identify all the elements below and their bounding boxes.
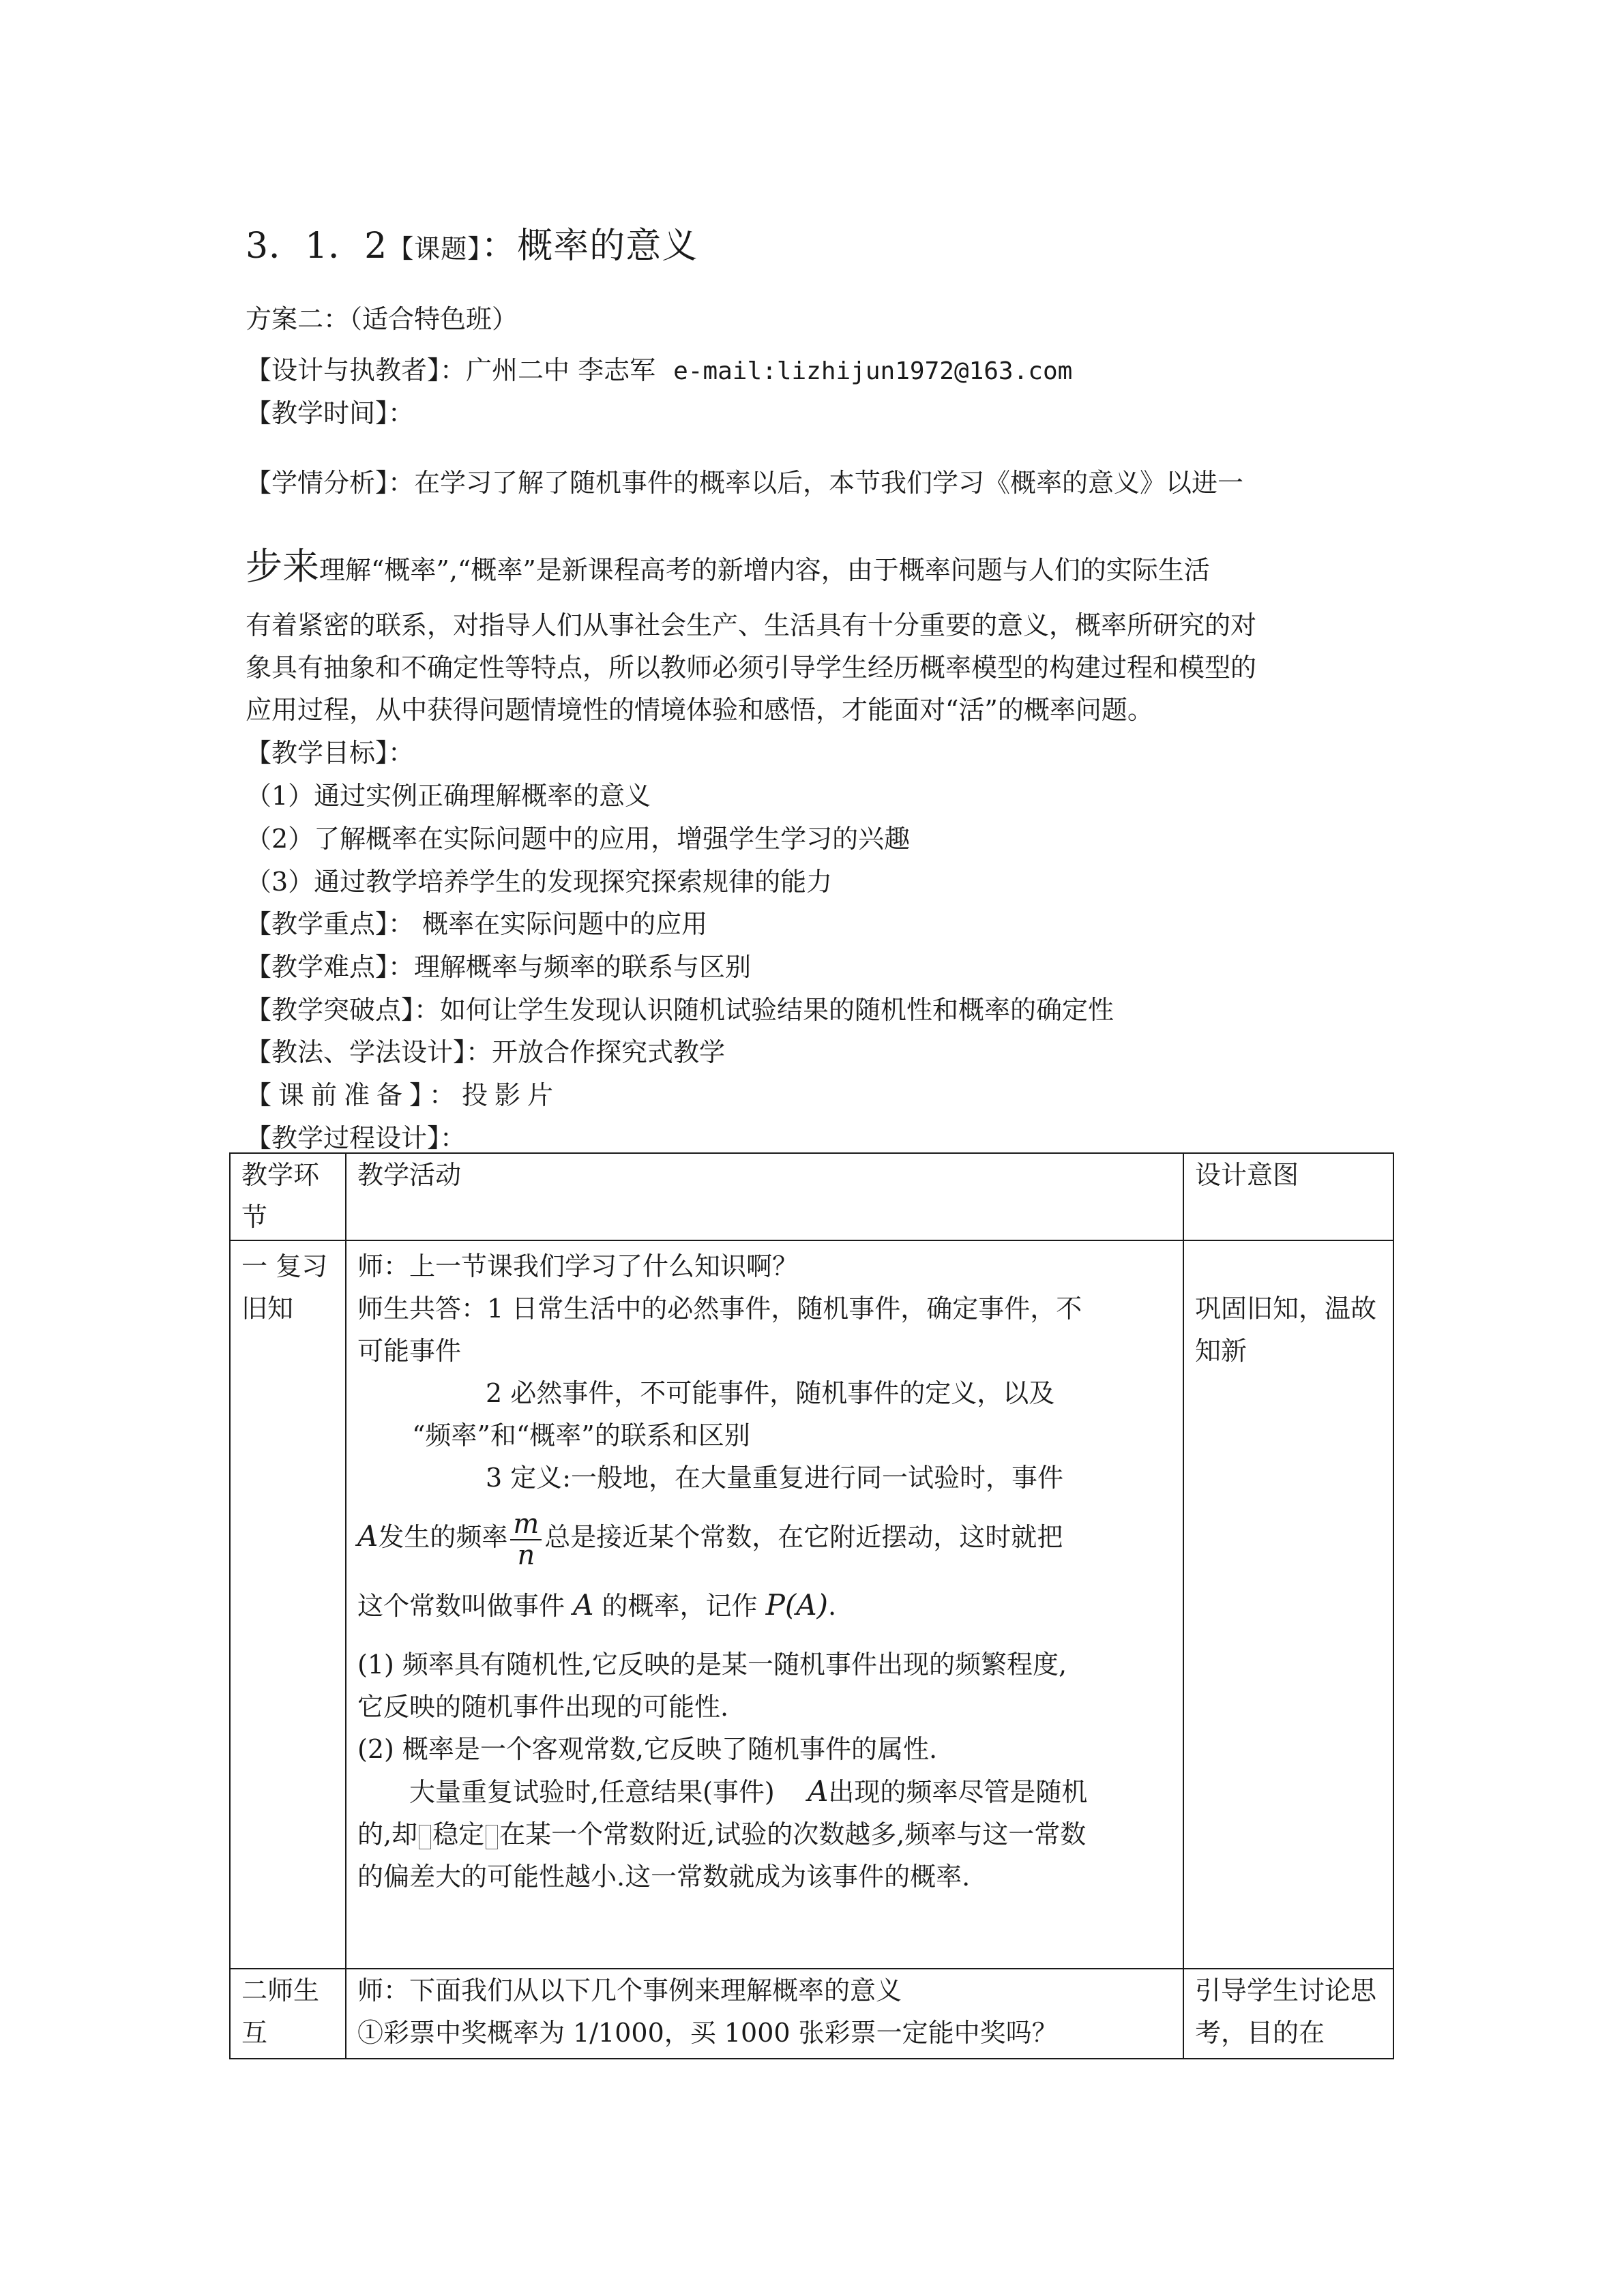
table-row xyxy=(230,1240,1393,1969)
math-var-a: A xyxy=(573,1588,594,1622)
analysis-line-1: 【学情分析】：在学习了解了随机事件的概率以后，本节我们学习《概率的意义》以进一 xyxy=(246,468,1244,498)
title-sep: ： xyxy=(481,226,518,267)
key-point: 【教学重点】： 概率在实际问题中的应用 xyxy=(246,909,708,939)
note-text: 的,却 xyxy=(357,1819,418,1849)
fraction-numerator: m xyxy=(510,1509,542,1540)
math-expr-p-a: P(A) xyxy=(765,1588,829,1622)
note-text: 在某一个常数附近,试验的次数越多,频率与这一常数 xyxy=(499,1819,1087,1849)
activity-line: “频率”和“概率”的联系和区别 xyxy=(412,1420,750,1450)
math-var-a: A xyxy=(808,1774,829,1808)
analysis-line-4: 象具有抽象和不确定性等特点，所以教师必须引导学生经历概率模型的构建过程和模型的 xyxy=(246,653,1257,683)
fraction-denominator: n xyxy=(517,1539,535,1571)
table-row xyxy=(230,1969,1393,2059)
teaching-time: 【教学时间】： xyxy=(246,398,415,428)
author-line xyxy=(246,349,1072,387)
activity-line: ①彩票中奖概率为 1/1000，买 1000 张彩票一定能中奖吗？ xyxy=(357,2018,1058,2048)
header-activity: 教学活动 xyxy=(346,1153,1183,1240)
analysis-line-3: 有着紧密的联系，对指导人们从事社会生产、生活具有十分重要的意义，概率所研究的对 xyxy=(246,610,1257,640)
goal-item-2: （2）了解概率在实际问题中的应用，增强学生学习的兴趣 xyxy=(246,824,911,854)
header-intent: 设计意图 xyxy=(1183,1153,1393,1240)
missing-glyph-box xyxy=(486,1825,498,1849)
breakthrough: 【教学突破点】：如何让学生发现认识随机试验结果的随机性和概率的确定性 xyxy=(246,995,1114,1025)
stage-review: 一 复习旧知 xyxy=(230,1240,346,1969)
header-stage: 教学环节 xyxy=(230,1153,346,1240)
activity-review xyxy=(346,1240,1183,1969)
stage-interaction: 二师生互 xyxy=(230,1969,346,2059)
intent-review: 巩固旧知，温故知新 xyxy=(1183,1240,1393,1969)
formula-text: 总是接近某个常数，在它附近摆动，这时就把 xyxy=(544,1522,1063,1552)
intent-interaction: 引导学生讨论思考，目的在 xyxy=(1183,1969,1393,2059)
difficulty: 【教学难点】：理解概率与频率的联系与区别 xyxy=(246,952,752,982)
frequency-formula xyxy=(357,1499,1172,1575)
fraction-m-over-n xyxy=(510,1509,542,1570)
missing-glyph-box xyxy=(419,1825,431,1849)
author-name: 广州二中 李志军 xyxy=(466,355,656,385)
lesson-number: 3．1．2 xyxy=(246,226,388,267)
formula-text: 的概率，记作 xyxy=(602,1591,758,1621)
author-label: 【设计与执教者】： xyxy=(246,355,467,385)
formula-text: 这个常数叫做事件 xyxy=(357,1591,565,1621)
lesson-label: 【课题】 xyxy=(387,234,482,264)
analysis-big-text: 步来 xyxy=(246,545,319,588)
author-email: e-mail:lizhijun1972@163.com xyxy=(673,357,1073,385)
activity-line: 师生共答：1 日常生活中的必然事件，随机事件，确定事件，不 xyxy=(357,1294,1082,1324)
analysis-line-5: 应用过程，从中获得问题情境性的情境体验和感悟，才能面对“活”的概率问题。 xyxy=(246,695,1153,725)
lesson-topic: 概率的意义 xyxy=(517,226,698,267)
formula-text: 发生的频率 xyxy=(378,1522,508,1552)
activity-line: 可能事件 xyxy=(357,1336,462,1366)
analysis-line-2 xyxy=(246,537,1210,590)
plan-line: 方案二：（适合特色班） xyxy=(246,304,518,334)
note-text: 稳定 xyxy=(432,1819,485,1849)
note-line: (1) 频率具有随机性,它反映的是某一随机事件出现的频繁程度, xyxy=(357,1650,1067,1680)
note-line xyxy=(357,1813,1172,1855)
note-text: 出现的频率尽管是随机 xyxy=(828,1777,1088,1807)
activity-line: 2 必然事件，不可能事件，随机事件的定义，以及 xyxy=(486,1378,1055,1408)
table-header-row xyxy=(230,1153,1393,1240)
process-table xyxy=(229,1152,1394,2059)
math-var-a: A xyxy=(357,1519,379,1553)
activity-interaction xyxy=(346,1969,1183,2059)
note-line: (2) 概率是一个客观常数,它反映了随机事件的属性. xyxy=(357,1734,938,1764)
process-label: 【教学过程设计】： xyxy=(246,1123,467,1153)
lesson-title xyxy=(246,217,698,268)
analysis-line-2-text: 理解“概率”,“概率”是新课程高考的新增内容，由于概率问题与人们的实际生活 xyxy=(319,555,1210,585)
note-line xyxy=(357,1770,1172,1813)
probability-definition xyxy=(357,1575,1172,1637)
preparation: 【课前准备】：投影片 xyxy=(246,1080,561,1110)
formula-text: . xyxy=(828,1591,837,1621)
note-text: 大量重复试验时,任意结果(事件) xyxy=(409,1777,775,1807)
goal-item-3: （3）通过教学培养学生的发现探究探索规律的能力 xyxy=(246,867,833,897)
goals-label: 【教学目标】： xyxy=(246,738,415,768)
method: 【教法、学法设计】：开放合作探究式教学 xyxy=(246,1037,726,1067)
activity-line: 师：下面我们从以下几个事例来理解概率的意义 xyxy=(357,1976,902,2006)
note-line: 它反映的随机事件出现的可能性. xyxy=(357,1692,729,1722)
note-line: 的偏差大的可能性越小.这一常数就成为该事件的概率. xyxy=(357,1862,971,1892)
activity-line: 师：上一节课我们学习了什么知识啊？ xyxy=(357,1251,799,1281)
goal-item-1: （1）通过实例正确理解概率的意义 xyxy=(246,781,651,811)
activity-line: 3 定义:一般地，在大量重复进行同一试验时，事件 xyxy=(486,1463,1064,1493)
